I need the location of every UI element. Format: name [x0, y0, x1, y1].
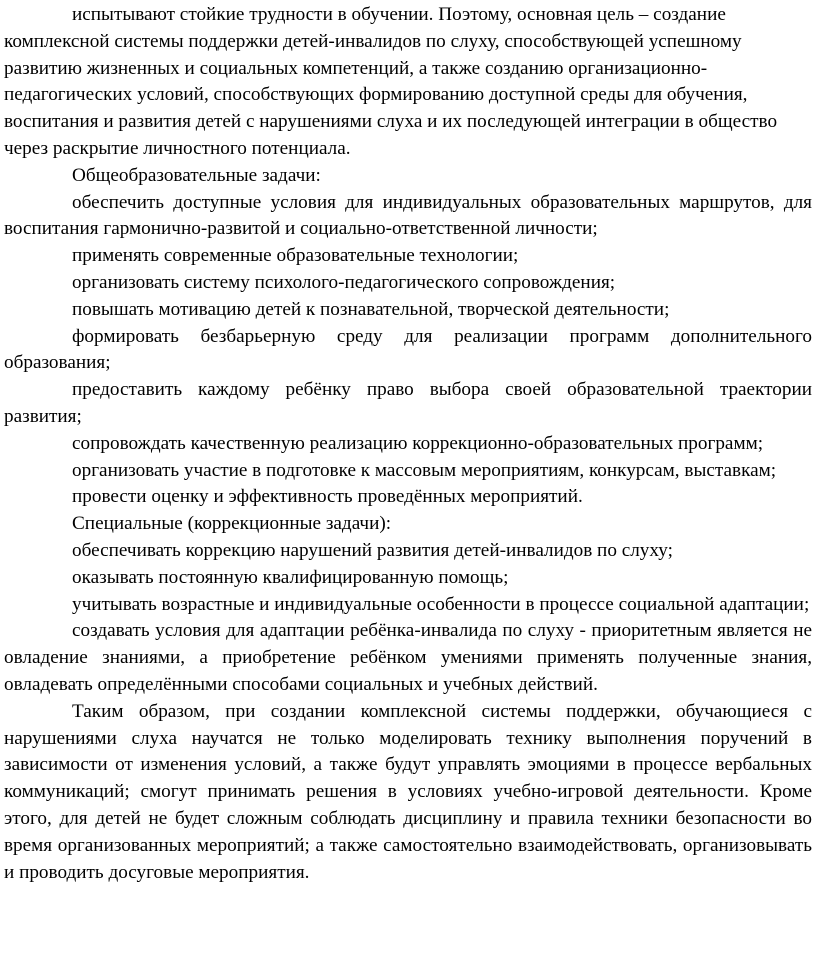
general-task-item: организовать участие в подготовке к массовым мероприятиям, конкурсам, выставкам;: [72, 459, 777, 481]
general-task-item: предоставить каждому ребёнку право выбора своей образовательной траектории развития;: [4, 379, 812, 427]
general-tasks-heading: Общеобразовательные задачи:: [72, 164, 321, 186]
general-task-item: сопровождать качественную реализацию коррекционно-образовательных программ;: [72, 432, 764, 454]
special-task-item: учитывать возрастные и индивидуальные особенности в процессе социальной адаптации;: [72, 593, 810, 615]
general-task-item: повышать мотивацию детей к познавательной, творческой деятельности;: [72, 298, 670, 320]
special-task-item: обеспечивать коррекцию нарушений развития детей-инвалидов по слуху;: [72, 539, 673, 561]
general-task-item: применять современные образовательные технологии;: [72, 245, 519, 267]
intro-paragraph: испытывают стойкие трудности в обучении. Поэтому, основная цель – создание комплексной системы поддержки детей-инвалидов по слуху, способствующей успешному развитию жизненных и социальных компетенций, а также созданию организационно-педагогических условий, способствующих формированию доступной среды для обучения, воспитания и развития детей с нарушениями слуха и их последующей интеграции в общество через раскрытие личностного потенциала.: [4, 4, 778, 159]
special-task-item: оказывать постоянную квалифицированную помощь;: [72, 566, 509, 588]
general-task-item: обеспечить доступные условия для индивидуальных образовательных маршрутов, для воспитания гармонично-развитой и социально-ответственной личности;: [4, 191, 812, 240]
special-tasks-heading: Специальные (коррекционные задачи):: [72, 513, 392, 535]
general-task-item: формировать безбарьерную среду для реализации программ дополнительного образования;: [4, 325, 812, 374]
conclusion-paragraph: Таким образом, при создании комплексной системы поддержки, обучающиеся с нарушениями слуха научатся не только моделировать технику выполнения поручений в зависимости от изменения условий, а также будут управлять эмоциями в процессе вербальных коммуникаций; смогут принимать решения в условиях учебно-игровой деятельности. Кроме этого, для детей не будет сложным соблюдать дисциплину и правила техники безопасности во время организованных мероприятий; а также самостоятельно взаимодействовать, организовывать и проводить досуговые мероприятия.: [4, 700, 812, 883]
general-task-item: провести оценку и эффективность проведённых мероприятий.: [72, 486, 583, 508]
general-task-item: организовать систему психолого-педагогического сопровождения;: [72, 271, 616, 293]
special-task-item: создавать условия для адаптации ребёнка-инвалида по слуху - приоритетным является не овладение знаниями, а приобретение ребёнком умениями применять полученные знания, овладевать определёнными способами социальных и учебных действий.: [4, 620, 812, 695]
